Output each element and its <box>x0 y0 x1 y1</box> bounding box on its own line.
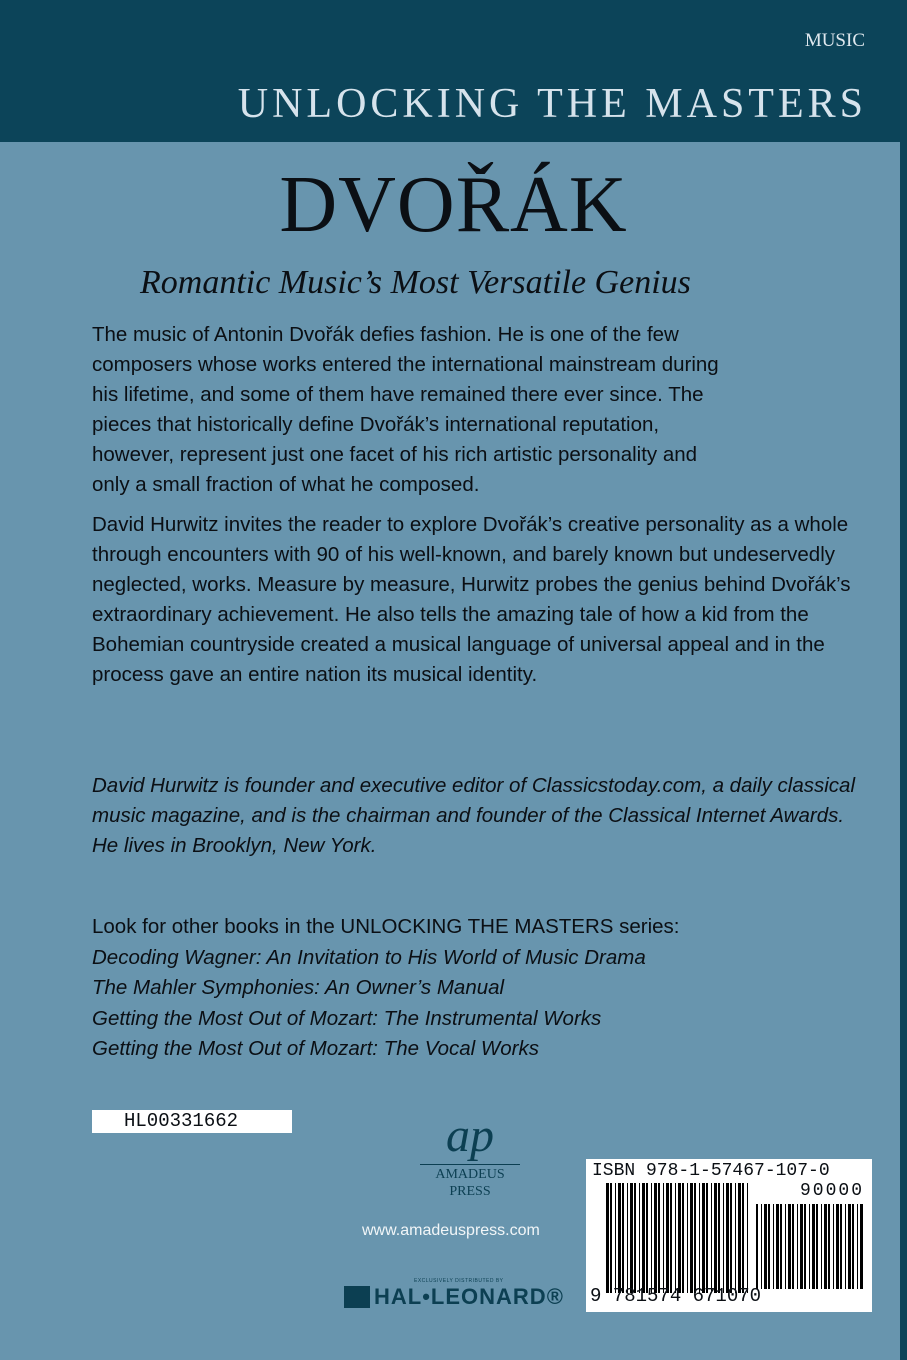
other-book-title: The Mahler Symphonies: An Owner’s Manual <box>92 976 505 999</box>
hal-leonard-mark-icon <box>344 1286 370 1308</box>
amadeus-press-logo <box>420 1108 520 1199</box>
publisher-url: www.amadeuspress.com <box>362 1222 540 1239</box>
author-bio: David Hurwitz is founder and executive editor of Classicstoday.com, a daily classical music magazine, and is the chairman and founder of the Classical Internet Awards. He lives in Brooklyn, New York. <box>92 774 856 857</box>
book-title: DVOŘÁK <box>279 161 628 249</box>
treble-clef-logo-icon: ap <box>446 1109 494 1162</box>
publisher-name-line2: PRESS <box>449 1184 491 1199</box>
spine-edge <box>900 142 907 1360</box>
isbn-barcode <box>586 1159 872 1312</box>
distributor-name: HAL•LEONARD® <box>374 1284 564 1309</box>
publisher-name-line1: AMADEUS <box>420 1164 520 1182</box>
other-book-title: Decoding Wagner: An Invitation to His World of Music Drama <box>92 945 646 969</box>
description-paragraph-2: David Hurwitz invites the reader to explore Dvořák’s creative personality as a whole through encounters with 90 of his well-known, and barely known but undeservedly neglected, works. Measure by measure, Hurwitz probes the genius behind Dvořák’s extraordinary achievement. He also tells the amazing tale of how a kid from the Bohemian countryside created a musical language of universal appeal and in the process gave an entire nation its musical identity. <box>92 513 851 686</box>
barcode-bars-icon <box>606 1183 748 1293</box>
addon-bars-icon <box>756 1204 864 1289</box>
price-addon: 90000 <box>799 1181 864 1201</box>
barcode-digits: 9 781574 671070 <box>590 1285 762 1307</box>
isbn-text: ISBN 978-1-57467-107-0 <box>592 1161 830 1181</box>
other-book-title: Getting the Most Out of Mozart: The Instrumental Works <box>92 1006 602 1030</box>
product-code: HL00331662 <box>92 1110 292 1133</box>
other-books-intro: Look for other books in the UNLOCKING THE MASTERS series: <box>92 915 680 938</box>
description-paragraph-1: The music of Antonin Dvořák defies fashion. He is one of the few composers whose works entered the international mainstream during his lifetime, and some of them have remained there ever since. The pieces that historically define Dvořák’s international reputation, however, represent just one facet of his rich artistic personality and only a small fraction of what he composed. <box>92 323 719 496</box>
other-book-title: Getting the Most Out of Mozart: The Vocal Works <box>92 1037 539 1060</box>
hal-leonard-logo <box>344 1278 564 1310</box>
book-subtitle: Romantic Music’s Most Versatile Genius <box>140 264 691 301</box>
other-books <box>92 912 680 1065</box>
distributor-note: EXCLUSIVELY DISTRIBUTED BY <box>414 1278 504 1284</box>
series-title: UNLOCKING THE MASTERS <box>237 81 867 127</box>
category-label: MUSIC <box>804 30 865 51</box>
